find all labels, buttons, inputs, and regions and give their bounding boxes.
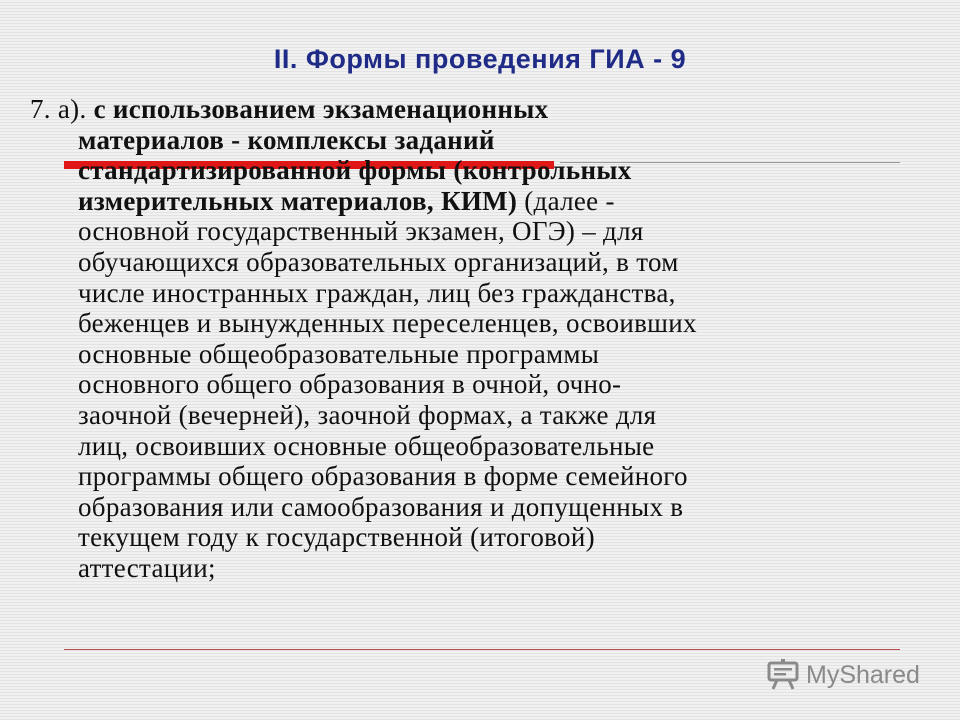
paragraph-line [30,461,940,492]
paragraph-line [30,492,940,523]
paragraph-line [30,522,940,553]
paragraph-normal-text: аттестации; [78,552,216,583]
watermark-logo [766,655,920,695]
paragraph-line [30,186,940,217]
paragraph-normal-text: беженцев и вынужденных переселенцев, освоивших [78,308,697,339]
paragraph-line [30,216,940,247]
paragraph-prefix-text: 7. а). [30,94,94,124]
paragraph-line [30,278,940,309]
paragraph-line [30,94,940,125]
paragraph-normal-text: программы общего образования в форме семейного [78,461,688,492]
slide-title: II. Формы проведения ГИА - 9 [273,44,687,74]
paragraph-line [30,369,940,400]
paragraph-line [30,553,940,584]
paragraph-normal-text: (далее - [517,185,615,216]
paragraph-line [30,400,940,431]
paragraph-bold-text: измерительных материалов, КИМ) [78,185,518,216]
paragraph-line [30,155,940,186]
slide-paragraph [30,94,940,584]
paragraph-bold-text: с использованием экзаменационных [93,94,549,124]
paragraph-bold-text: материалов - комплексы заданий [78,124,495,155]
paragraph-line [30,308,940,339]
paragraph-normal-text: основные общеобразовательные программы [78,338,600,369]
paragraph-line [30,339,940,370]
paragraph-line [30,431,940,462]
paragraph-normal-text: основной государственный экзамен, ОГЭ) – для [78,216,644,247]
paragraph-normal-text: обучающихся образовательных организаций, в том [78,246,679,277]
paragraph-normal-text: лиц, освоивших основные общеобразовательные [78,430,655,461]
paragraph-normal-text: заочной (вечерней), заочной формах, а также для [78,399,657,430]
paragraph-line [30,125,940,156]
paragraph-normal-text: основного общего образования в очной, очно- [78,369,622,400]
paragraph-normal-text: текущем году к государственной (итоговой) [78,522,595,553]
paragraph-bold-text: стандартизированной формы (контрольных [78,155,632,186]
divider-line-bottom [64,649,900,650]
paragraph-normal-text: числе иностранных граждан, лиц без гражданства, [78,277,676,308]
presentation-board-icon [766,659,800,691]
watermark-text: MyShared [806,660,920,689]
paragraph-normal-text: образования или самообразования и допущенных в [78,491,684,522]
paragraph-line [30,247,940,278]
